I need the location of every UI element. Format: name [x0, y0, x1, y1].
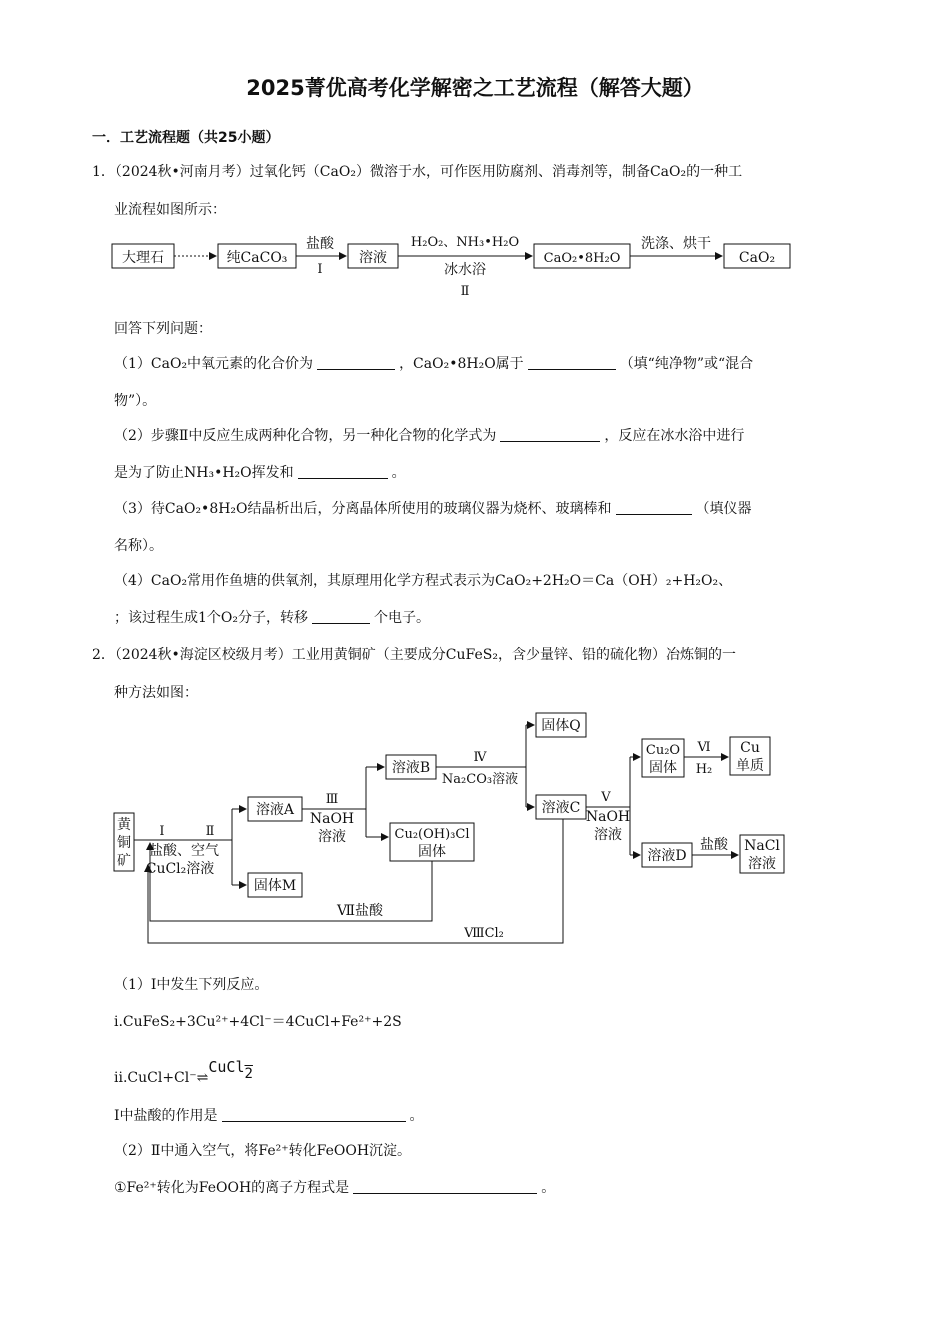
q2-eq1: i.CuFeS₂+3Cu²⁺+4Cl⁻＝4CuCl+Fe²⁺+2S: [114, 1014, 402, 1030]
q2-eq2-text: ii.CuCl+Cl⁻⇌: [114, 1070, 209, 1086]
ice-bath-label: 冰水浴: [444, 262, 486, 278]
q1-part1-text-b: ，CaO₂•8H₂O属于: [399, 356, 524, 372]
ore-char-2: 铜: [117, 835, 131, 851]
q1-part2-cont: [114, 463, 406, 483]
step7-label: Ⅶ盐酸: [336, 903, 384, 919]
q1-part3-text-a: （3）待CaO₂•8H₂O结晶析出后，分离晶体所使用的玻璃仪器为烧杯、玻璃棒和: [114, 501, 612, 517]
q1-part2-text-c: 是为了防止NH₃•H₂O挥发和: [114, 465, 294, 481]
q1-intro: 回答下列问题：: [114, 321, 212, 337]
answer-blank-8[interactable]: [353, 1179, 537, 1194]
caco3-label: 纯CaCO₃: [226, 250, 288, 266]
answer-blank-3[interactable]: [500, 427, 600, 442]
solB-label: 溶液B: [391, 760, 431, 776]
hydrate-label: CaO₂•8H₂O: [543, 251, 621, 266]
cu-elem: 单质: [736, 758, 764, 774]
step5-naoh: NaOH: [585, 809, 631, 825]
solution-label: 溶液: [359, 250, 387, 266]
cucl2-label: CuCl₂溶液: [145, 861, 215, 877]
solA-label: 溶液A: [255, 802, 295, 818]
step6-label: Ⅵ: [697, 740, 711, 755]
step3-solution: 溶液: [318, 829, 346, 845]
answer-blank-2[interactable]: [528, 355, 616, 370]
marble-label: 大理石: [122, 250, 164, 266]
step5-label: Ⅴ: [601, 790, 611, 805]
hcl-label: 盐酸: [306, 236, 334, 252]
step5-solution: 溶液: [594, 827, 622, 843]
ore-char-3: 矿: [117, 853, 131, 869]
solD-label: 溶液D: [647, 848, 687, 864]
q1-part3-cont: 名称）。: [114, 538, 163, 554]
section-heading: 一．工艺流程题（共25小题）: [92, 130, 280, 146]
cu-label: Cu: [740, 740, 760, 756]
answer-blank-7[interactable]: [222, 1107, 406, 1122]
q1-part4-cont: [114, 608, 430, 628]
step1-label: Ⅰ: [159, 824, 165, 839]
solidQ-label: 固体Q: [541, 718, 581, 734]
q1-part3-text-b: （填仪器: [695, 501, 752, 517]
q1-part2: [114, 426, 744, 446]
cu2o-label: Cu₂O: [645, 743, 681, 758]
q2-role: [114, 1106, 424, 1126]
step4-reagent: Na₂CO₃溶液: [441, 772, 519, 787]
q2-stem-line1: 2．（2024秋•海淀区校级月考）工业用黄铜矿（主要成分CuFeS₂，含少量锌、铅的硫化物）冶炼铜的一: [92, 647, 736, 663]
step6-h2: H₂: [695, 762, 713, 777]
q1-part4-text-b: ；该过程生成1个O₂分子，转移: [114, 610, 308, 626]
q1-stem-line1: 1．（2024秋•河南月考）过氧化钙（CaO₂）微溶于水，可作医用防腐剂、消毒剂等，制备CaO₂的一种工: [92, 164, 743, 180]
step3-label: Ⅲ: [325, 792, 339, 807]
step2-label: Ⅱ: [460, 284, 470, 299]
q1-part3: [114, 499, 752, 519]
cu2o-solid: 固体: [649, 760, 677, 776]
q2-eq2-subscript: 2: [244, 1066, 253, 1082]
step3-naoh: NaOH: [309, 811, 355, 827]
q1-part4-text-c: 个电子。: [374, 610, 430, 626]
q1-part1-text-c: （填“纯净物”或“混合: [619, 356, 754, 372]
wash-dry-label: 洗涤、烘干: [641, 236, 711, 252]
page-title: 2025菁优高考化学解密之工艺流程（解答大题）: [246, 76, 704, 100]
q1-part2-text-a: （2）步骤Ⅱ中反应生成两种化合物，另一种化合物的化学式为: [114, 428, 497, 444]
step2-label: Ⅱ: [205, 824, 215, 839]
product-label: CaO₂: [738, 250, 776, 266]
answer-blank-5[interactable]: [616, 500, 692, 515]
q2-eq2-product: CuCl: [208, 1058, 245, 1076]
q2-role-end: 。: [409, 1108, 424, 1124]
q1-part1-text-a: （1）CaO₂中氧元素的化合价为: [114, 356, 314, 372]
step1-label: Ⅰ: [317, 262, 323, 277]
answer-blank-4[interactable]: [298, 464, 388, 479]
solidM-label: 固体M: [253, 878, 297, 894]
solC-label: 溶液C: [541, 800, 581, 816]
answer-blank-1[interactable]: [317, 355, 395, 370]
q2-part2-q: [114, 1178, 555, 1198]
q2-part2: （2）Ⅱ中通入空气，将Fe²⁺转化FeOOH沉淀。: [114, 1143, 412, 1159]
ore-char-1: 黄: [117, 817, 131, 833]
reagent12-label: 盐酸、空气: [149, 843, 219, 859]
cu2ohcl-solid: 固体: [418, 844, 446, 860]
q2-part1: （1）Ⅰ中发生下列反应。: [114, 977, 269, 993]
q2-flow-diagram: [108, 705, 808, 950]
step4-label: Ⅳ: [473, 750, 487, 765]
q1-part2-text-b: ，反应在冰水浴中进行: [604, 428, 745, 444]
q1-stem-line2: 业流程如图所示：: [114, 202, 226, 218]
q1-part1-cont: 物”）。: [114, 393, 157, 409]
q2-stem-line2: 种方法如图：: [114, 685, 198, 701]
answer-blank-6[interactable]: [312, 609, 370, 624]
q1-part4: （4）CaO₂常用作鱼塘的供氧剂，其原理用化学方程式表示为CaO₂+2H₂O＝Ca（OH）₂+H₂O₂、: [114, 573, 733, 589]
nacl-label: NaCl: [744, 838, 780, 854]
cu2ohcl-label: Cu₂(OH)₃Cl: [394, 827, 470, 842]
nacl-solution: 溶液: [748, 856, 776, 872]
q1-flow-diagram: [108, 226, 808, 304]
q2-part2-q-end: 。: [541, 1180, 556, 1196]
q2-eq2: [114, 1058, 253, 1088]
q1-part2-text-d: 。: [391, 465, 406, 481]
q2-part2-q-text: ①Fe²⁺转化为FeOOH的离子方程式是: [114, 1180, 350, 1196]
reagents-label: H₂O₂、NH₃•H₂O: [410, 235, 520, 250]
q2-role-text: Ⅰ中盐酸的作用是: [114, 1108, 218, 1124]
q1-part1: [114, 354, 753, 374]
step8-label: ⅧCl₂: [464, 926, 504, 941]
hcl-label: 盐酸: [700, 837, 728, 853]
